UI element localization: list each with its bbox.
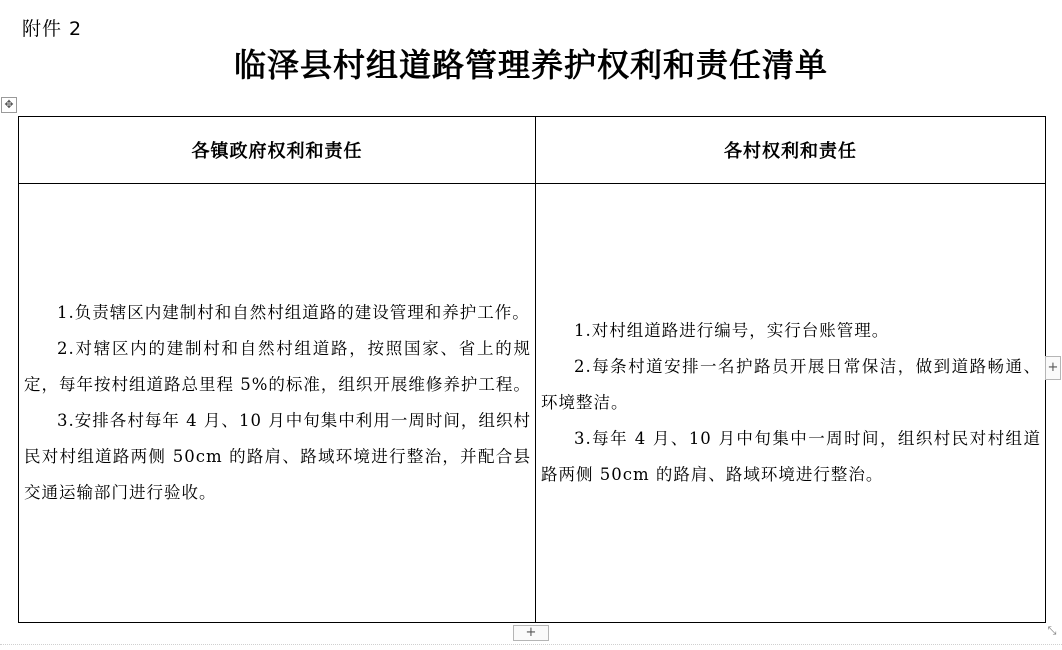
- header-village: 各村权利和责任: [536, 117, 1046, 184]
- header-town-government: 各镇政府权利和责任: [19, 117, 536, 184]
- village-item-1: 1.对村组道路进行编号，实行台账管理。: [574, 321, 890, 340]
- page-edge-divider: [0, 644, 1062, 646]
- table-row: [19, 184, 1046, 623]
- add-column-button[interactable]: +: [1045, 356, 1061, 380]
- attachment-label: 附件 2: [22, 18, 83, 40]
- document-title: 临泽县村组道路管理养护权利和责任清单: [233, 46, 828, 84]
- town-responsibilities-cell[interactable]: [19, 184, 536, 623]
- table-resize-handle-icon[interactable]: ⤡: [1047, 624, 1057, 637]
- responsibility-table: [18, 116, 1046, 623]
- table-move-handle-icon[interactable]: ✥: [1, 97, 17, 113]
- town-item-2: 2.对辖区内的建制村和自然村组道路，按照国家、省上的规定，每年按村组道路总里程 5%的标准，组织开展维修养护工程。: [24, 339, 531, 394]
- table-header-row: [19, 117, 1046, 184]
- town-item-3: 3.安排各村每年 4 月、10 月中旬集中利用一周时间，组织村民对村组道路两侧 50cm 的路肩、路域环境进行整治，并配合县交通运输部门进行验收。: [24, 411, 531, 502]
- town-item-1: 1.负责辖区内建制村和自然村组道路的建设管理和养护工作。: [57, 303, 530, 322]
- add-row-button[interactable]: +: [513, 625, 549, 641]
- village-responsibilities-cell[interactable]: [536, 184, 1046, 623]
- village-item-2: 2.每条村道安排一名护路员开展日常保洁，做到道路畅通、环境整洁。: [541, 357, 1041, 412]
- village-item-3: 3.每年 4 月、10 月中旬集中一周时间，组织村民对村组道路两侧 50cm 的路肩、路域环境进行整治。: [541, 429, 1041, 484]
